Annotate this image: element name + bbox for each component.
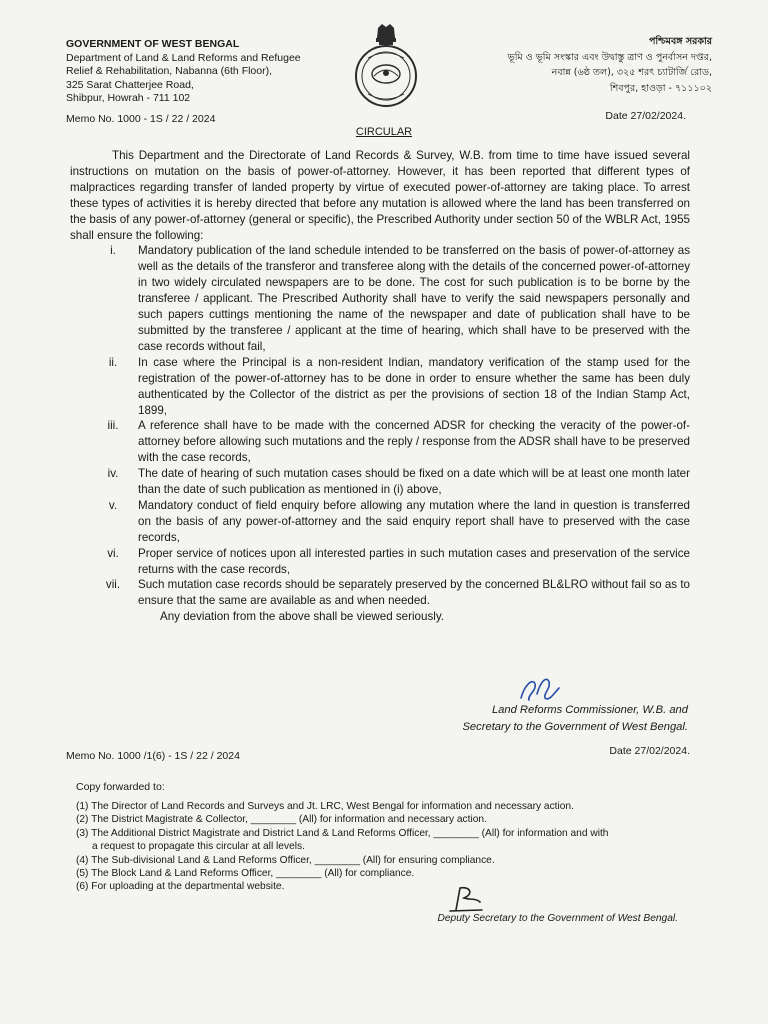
- bengali-address-line: নবান্ন (৬ষ্ঠ তল), ৩২৫ শরৎ চ্যাটার্জি রোড,: [551, 67, 712, 78]
- deputy-secretary-signature-icon: [446, 884, 486, 914]
- item-text: Mandatory conduct of field enquiry before allowing any mutation where the land in question is transferred on the basis of any power-of-attorney and the said enquiry report shall have to preserved with the case records,: [138, 498, 690, 544]
- list-item: [70, 546, 690, 578]
- list-item: [70, 498, 690, 546]
- forwarding-memo-date: Date 27/02/2024.: [609, 745, 690, 757]
- forwarding-memo-number: Memo No. 1000 /1(6) - 1S / 22 / 2024: [66, 750, 240, 762]
- circular-body: [70, 148, 690, 625]
- intro-paragraph: This Department and the Directorate of Land Records & Survey, W.B. from time to time have issued several instructions on mutation on the basis of power-of-attorney. However, it has been reported that different types of malpractices regarding transfer of landed property by virtue of executed power-of-attorney are taking place. To arrest these types of activities it is hereby directed that before any mutation is allowed where the land has been transferred on the basis of any power-of-attorney (general or specific), the Prescribed Authority under section 50 of the WBLR Act, 1955 shall ensure the following:: [70, 149, 690, 242]
- item-number: iv.: [107, 467, 119, 481]
- item-text: A reference shall have to be made with the concerned ADSR for checking the veracity of the power-of-attorney before allowing such mutations and the reply / response from the ADSR shall have to be preserved with the case records,: [138, 419, 690, 465]
- circular-title: CIRCULAR: [355, 126, 413, 138]
- item-number: ii.: [108, 355, 118, 369]
- copy-recipient-list: [76, 800, 696, 894]
- designation-line: Land Reforms Commissioner, W.B. and: [491, 704, 688, 716]
- address-line: Shibpur, Howrah - 711 102: [66, 92, 191, 104]
- list-item: [70, 577, 690, 609]
- department-line: Department of Land & Land Reforms and Refugee: [66, 51, 301, 64]
- commissioner-designation: [462, 702, 688, 736]
- list-item: [70, 355, 690, 419]
- english-letterhead: [66, 38, 301, 106]
- govt-name-english: GOVERNMENT OF WEST BENGAL: [66, 38, 240, 50]
- item-number: iii.: [107, 419, 119, 433]
- memo-number: Memo No. 1000 - 1S / 22 / 2024: [66, 113, 216, 125]
- commissioner-signature-icon: [515, 674, 565, 704]
- copy-recipient: (6) For uploading at the departmental website.: [76, 881, 285, 893]
- item-text: Mandatory publication of the land schedule intended to be transferred on the basis of power-of-attorney as well as the details of the transferor and transferee along with the details of the concerned power-of-attorney in two widely circulated newspapers are to be done. The cost for such publication is to be borne by the transferee / applicant. The Prescribed Authority shall have to verify the said newspapers personally and such papers cuttings mentioning the name of the newspaper and date of publication shall have to be submitted by the transferee / applicant at the time of hearing, which shall have to be preserved with the case records without fail,: [138, 244, 690, 353]
- bengali-address-line: শিবপুর, হাওড়া - ৭১১১০২: [609, 82, 712, 94]
- item-text: Such mutation case records should be separately preserved by the concerned BL&LRO without fail so as to ensure that the same are available as and when needed.: [138, 578, 690, 608]
- department-line: Relief & Rehabilitation, Nabanna (6th Floor),: [66, 65, 273, 77]
- copy-recipient-continuation: a request to propagate this circular at all levels.: [92, 841, 305, 853]
- copy-recipient: (4) The Sub-divisional Land & Land Reforms Officer, ________ (All) for ensuring compliance.: [76, 854, 495, 866]
- item-text: The date of hearing of such mutation cases should be fixed on a date which will be at least one month later than the date of such publication as mentioned in (i) above,: [138, 467, 690, 497]
- copy-recipient: (2) The District Magistrate & Collector, ________ (All) for information and necessary action.: [76, 814, 487, 826]
- state-emblem-icon: [354, 24, 418, 110]
- directive-list: [70, 243, 690, 609]
- govt-name-bengali: পশ্চিমবঙ্গ সরকার: [648, 36, 712, 47]
- deviation-warning: Any deviation from the above shall be viewed seriously.: [160, 610, 444, 624]
- item-number: i.: [110, 244, 116, 258]
- bengali-letterhead: [508, 34, 712, 96]
- address-line: 325 Sarat Chatterjee Road,: [66, 78, 194, 91]
- copy-recipient: (3) The Additional District Magistrate and District Land & Land Reforms Officer, ________ (All) for information and with: [76, 827, 609, 839]
- item-number: vi.: [107, 546, 119, 560]
- deputy-secretary-designation: Deputy Secretary to the Government of West Bengal.: [437, 913, 678, 924]
- item-text: In case where the Principal is a non-resident Indian, mandatory verification of the stamp used for the registration of the power-of-attorney has to be done in order to ensure whether the same has been duly authenticated by the Collector of the district as per the provisions of section 18 of the Indian Stamp Act, 1899,: [138, 355, 690, 417]
- item-number: vii.: [105, 578, 121, 592]
- copy-recipient: (5) The Block Land & Land Reforms Officer, ________ (All) for compliance.: [76, 868, 415, 880]
- item-number: v.: [108, 498, 118, 512]
- bengali-department-line: ভূমি ও ভূমি সংস্কার এবং উদ্বাস্তু ত্রাণ ও পুনর্বাসন দপ্তর,: [507, 51, 712, 63]
- designation-line: Secretary to the Government of West Bengal.: [462, 721, 688, 733]
- memo-date: Date 27/02/2024.: [605, 110, 686, 122]
- list-item: [70, 418, 690, 466]
- list-item: [70, 243, 690, 354]
- copy-forwarded-heading: Copy forwarded to:: [76, 781, 165, 793]
- copy-recipient: (1) The Director of Land Records and Surveys and Jt. LRC, West Bengal for information and necessary action.: [76, 801, 574, 812]
- list-item: [70, 466, 690, 498]
- item-text: Proper service of notices upon all interested parties in such mutation cases and preservation of the service returns with the case records,: [138, 546, 690, 576]
